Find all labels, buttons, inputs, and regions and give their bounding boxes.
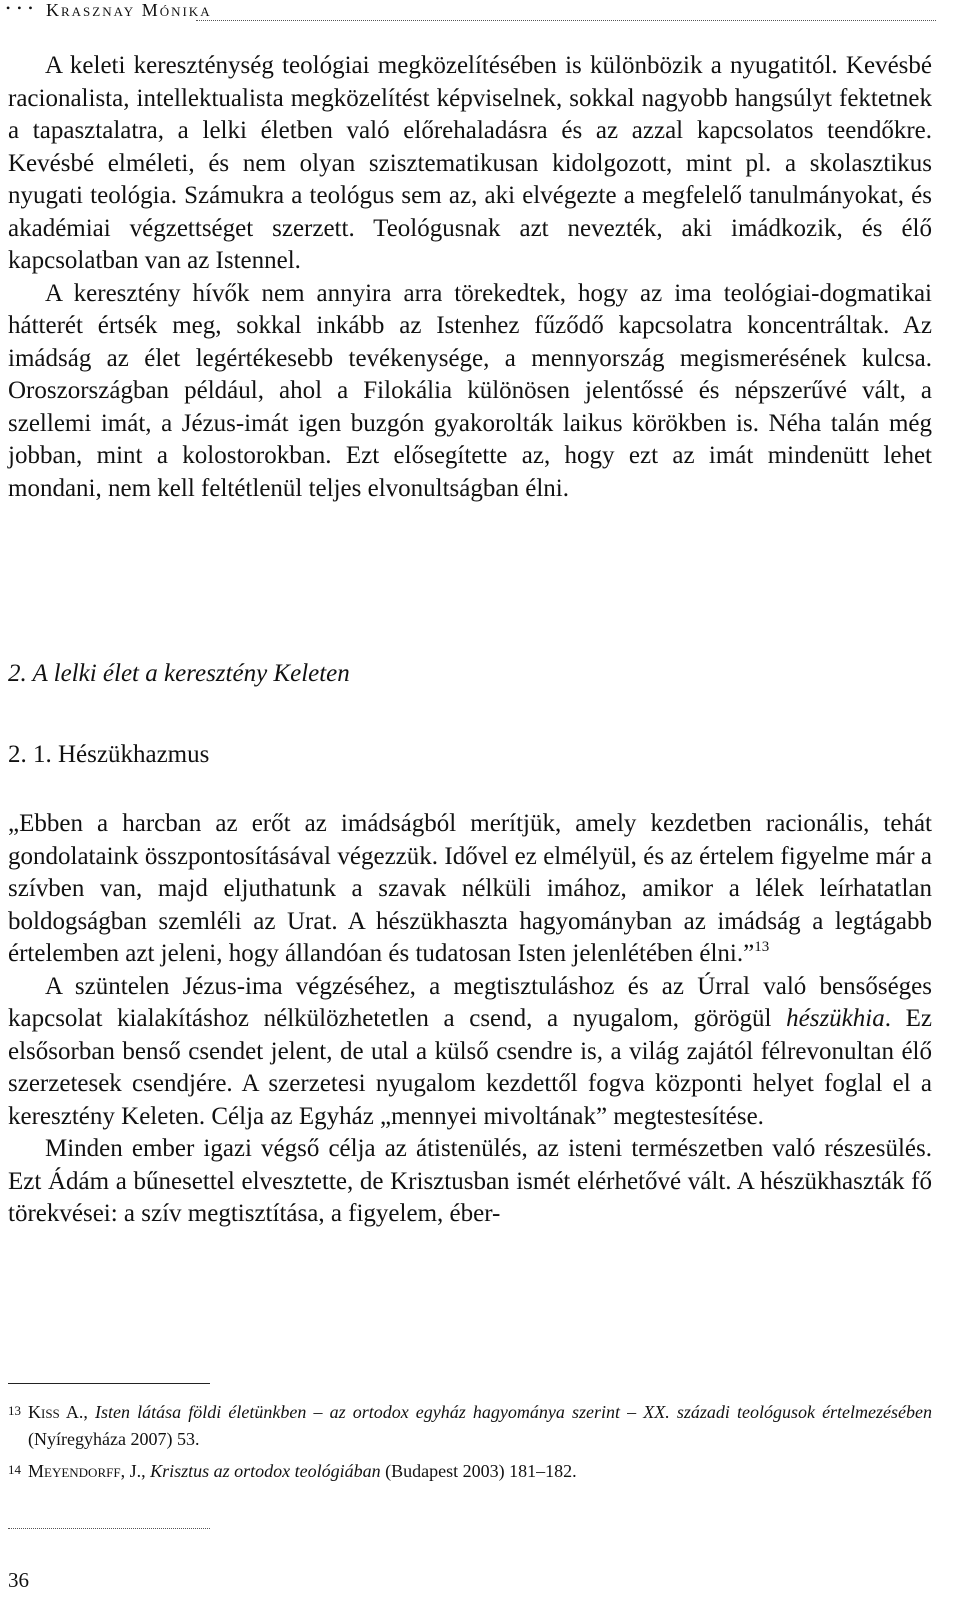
quote-paragraph: [8, 808, 932, 971]
footnote-author: Meyendorff, J.: [28, 1461, 142, 1481]
footnote-rule: [8, 1383, 210, 1384]
hesychia-text-after: . Ez elsősorban benső csendet jelent, de utal a külső csendre is, a világ zajától félrevonultan élő szerzetesek csendjére. A szerzetesi nyugalom kezdettől fogva központi helyet foglal el a keresztény Keleten. Célja az Egyház „mennyei mivoltának” megtestesítése.: [8, 1005, 933, 1130]
footnotes: [8, 1399, 932, 1485]
footnote-author: Kiss A.: [28, 1402, 84, 1422]
header-author: Krasznay Mónika: [46, 0, 212, 20]
page-number: 36: [8, 1568, 29, 1592]
subsection-heading: 2. 1. Hészükhazmus: [8, 741, 210, 768]
paragraph-2: A keresztény hívők nem annyira arra törekedtek, hogy az ima teológiai-dogmatikai hátterét értsék meg, sokkal inkább az Istenhez fűződő kapcsolatra koncentráltak. Az imádság az élet legértékesebb tevékenysége, a mennyország megismerésének kulcsa. Oroszországban például, ahol a Filokália különösen jelentőssé és népszerűvé vált, a szellemi imát, a Jézus-imát igen buzgón gyakorolták laikus körökben is. Néha talán még jobban, mint a kolostorokban. Ezt elősegítette az, hogy ezt az imát mindenütt lehet mondani, nem kell feltétlenül teljes elvonultságban élni.: [8, 279, 932, 502]
header-dots: • • •: [6, 1, 35, 15]
footnote-pub: (Budapest 2003) 181–182.: [385, 1461, 577, 1481]
body-text-top: [8, 50, 932, 505]
footnote-number: 14: [8, 1462, 21, 1477]
section-heading: 2. A lelki élet a keresztény Keleten: [8, 660, 350, 687]
hesychia-text-before: A szüntelen Jézus-ima végzéséhez, a megtisztuláshoz és az Úrral való bensőséges kapcsolat kialakításhoz nélkülözhetetlen a csend, a nyugalom, görögül: [8, 972, 932, 1032]
quote-text: „Ebben a harcban az erőt az imádságból merítjük, amely kezdetben racionális, tehát gondolataink összpontosításával végezzük. Idővel ez elmélyül, és az értelem figyelme már a szívben van, majd eljuthatunk a szavak nélküli imához, amikor a lélek leírhatatlan boldogságban szemléli az Urat. A hészükhaszta hagyományban az imádság a legtágabb értelemben azt jeleni, hogy állandóan és tudatosan Isten jelenlétében élni.”: [8, 810, 932, 967]
footnote-ref-13[interactable]: 13: [754, 939, 770, 955]
body-text-bottom: [8, 808, 932, 1231]
footnote-title: Krisztus az ortodox teológiában: [150, 1461, 381, 1481]
footnote-number: 13: [8, 1403, 21, 1418]
footnote-title: Isten látása földi életünkben – az ortodox egyház hagyománya szerint – XX. századi teológusok értelmezésében: [95, 1402, 933, 1422]
last-paragraph: Minden ember igazi végső célja az átistenülés, az isteni természetben való részesülés. Ezt Ádám a bűnesettel elvesztette, de Krisztusban ismét elérhetővé vált. A hészükhaszták fő törekvései: a szív megtisztítása, a figyelem, éber-: [8, 1135, 932, 1227]
footnote-13: 13 Kiss A., Isten látása földi életünkben – az ortodox egyház hagyománya szerint – XX. századi teológusok értelmezésében (Nyíregyháza 2007) 53.: [8, 1399, 932, 1453]
hesychia-paragraph: [8, 971, 932, 1134]
hesychia-term: hészükhia: [786, 1005, 885, 1032]
paragraph-1: A keleti kereszténység teológiai megközelítésében is különbözik a nyugatitól. Kevésbé racionalista, intellektualista megközelítést képviselnek, sokkal nagyobb hangsúlyt fektetnek a tapasztalatra, a lelki életben való előrehaladásra és az azzal kapcsolatos teendőkre. Kevésbé elméleti, és nem olyan szisztematikusan kidolgozott, mint pl. a skolasztikus nyugati teológia. Számukra a teológus sem az, aki elvégezte a megfelelő tanulmányokat, és akadémiai végzettséget szerzett. Teológusnak azt nevezték, aki imádkozik, és élő kapcsolatban van az Istennel.: [8, 52, 932, 274]
running-header: [6, 0, 936, 24]
footnote-14: 14 Meyendorff, J., Krisztus az ortodox teológiában (Budapest 2003) 181–182.: [8, 1458, 932, 1485]
footnote-pub: (Nyíregyháza 2007) 53.: [28, 1429, 200, 1449]
header-rule: [196, 20, 936, 21]
page-number-rule: [8, 1528, 210, 1529]
